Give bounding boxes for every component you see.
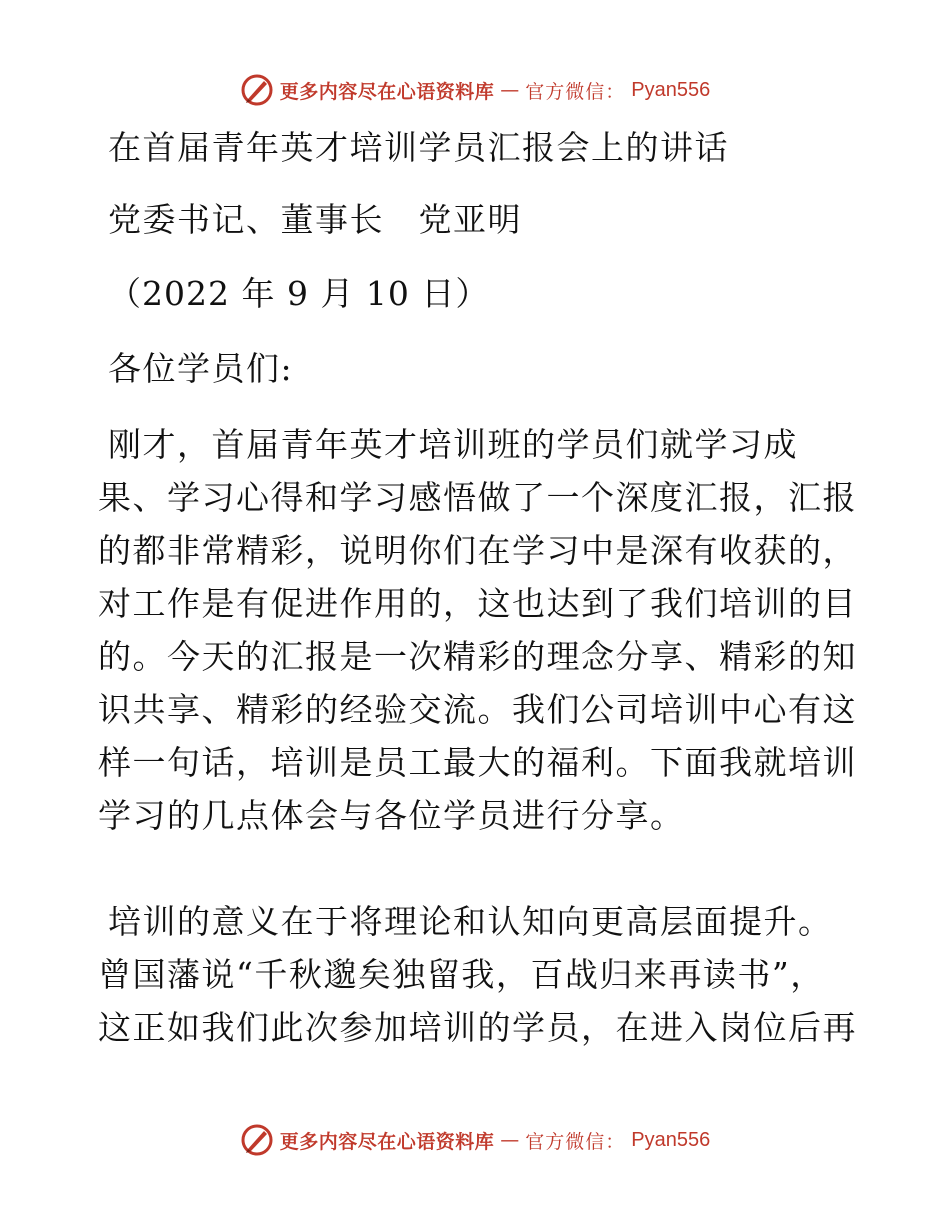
watermark-separator: — [500, 79, 520, 101]
speech-title: 在首届青年英才培训学员汇报会上的讲话 [108, 128, 729, 167]
quill-pen-circle-icon [240, 1123, 274, 1157]
paragraph-1-line: 的都非常精彩，说明你们在学习中是深有收获的， [98, 531, 857, 570]
speech-salutation: 各位学员们: [108, 349, 294, 388]
paragraph-1-line: 学习的几点体会与各位学员进行分享。 [98, 796, 685, 835]
speech-author: 党委书记、董事长 党亚明 [108, 200, 522, 239]
watermark-wechat-label: 官方微信： [525, 80, 626, 103]
paragraph-2-line: 这正如我们此次参加培训的学员，在进入岗位后再 [98, 1008, 857, 1047]
paragraph-1-line: 对工作是有促进作用的，这也达到了我们培训的目 [98, 584, 857, 623]
paragraph-1 [98, 418, 858, 842]
paragraph-1-line: 果、学习心得和学习感悟做了一个深度汇报，汇报 [98, 478, 857, 517]
header-watermark [0, 70, 950, 110]
paragraph-1-line: 识共享、精彩的经验交流。我们公司培训中心有这 [98, 690, 857, 729]
paragraph-2-line: 曾国藩说“千秋邈矣独留我，百战归来再读书”， [98, 955, 825, 994]
speech-date: （2022 年 9 月 10 日） [108, 274, 490, 313]
paragraph-1-line: 刚才，首届青年英才培训班的学员们就学习成 [108, 425, 798, 464]
paragraph-2 [98, 895, 858, 1054]
watermark-separator: — [500, 1129, 520, 1151]
watermark-wechat-id: Pyan556 [631, 1128, 711, 1151]
footer-watermark [0, 1120, 950, 1160]
paragraph-1-line: 的。今天的汇报是一次精彩的理念分享、精彩的知 [98, 637, 857, 676]
paragraph-1-line: 样一句话，培训是员工最大的福利。下面我就培训 [98, 743, 857, 782]
paragraph-2-line: 培训的意义在于将理论和认知向更高层面提升。 [108, 902, 833, 941]
watermark-promo-text: 更多内容尽在心语资料库 [279, 80, 495, 103]
watermark-wechat-label: 官方微信： [525, 1130, 626, 1153]
watermark-promo-text: 更多内容尽在心语资料库 [279, 1130, 495, 1153]
watermark-wechat-id: Pyan556 [631, 78, 711, 101]
quill-pen-circle-icon [240, 73, 274, 107]
